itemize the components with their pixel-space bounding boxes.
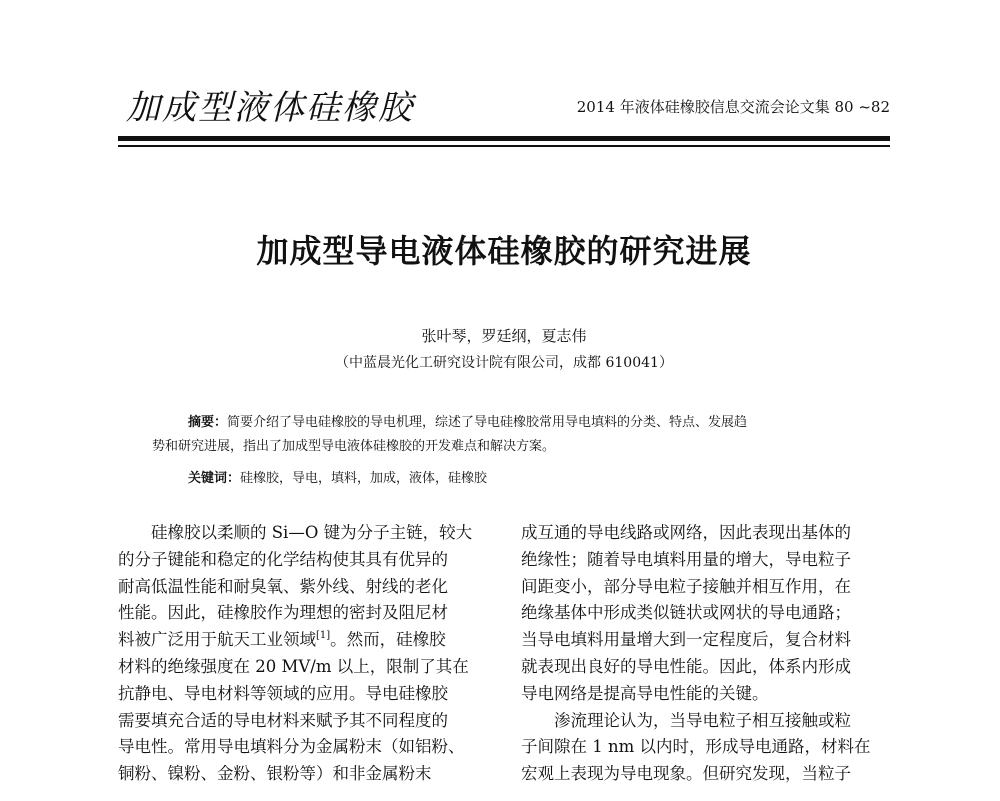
abstract-line: [152, 411, 864, 435]
body-line: [118, 627, 488, 654]
body-column-left: [118, 520, 488, 788]
body-line: 硅橡胶以柔顺的 Si—O 键为分子主链，较大: [151, 523, 473, 542]
paper-title: 加成型导电液体硅橡胶的研究进展: [256, 232, 752, 270]
body-line: 绝缘基体中形成类似链状或网状的导电通路；: [521, 603, 851, 623]
body-line: 抗静电、导电材料等领域的应用。导电硅橡胶: [118, 683, 448, 703]
body-line: 导电网络是提高导电性能的关键。: [521, 683, 769, 703]
body-line: 子间隙在 1 nm 以内时，形成导电通路，材料在: [521, 737, 871, 757]
body-line: 就表现出良好的导电性能。因此，体系内形成: [521, 656, 851, 676]
body-line: 成互通的导电线路或网络，因此表现出基体的: [521, 523, 851, 542]
body-text: 。然而，硅橡胶: [330, 630, 446, 650]
header-rule-thin: [118, 145, 890, 147]
body-line: 材料的绝缘强度在 20 MV/m 以上，限制了其在: [118, 656, 469, 676]
body-line: 渗流理论认为，当导电粒子相互接触或粒: [554, 710, 851, 730]
journal-name: 加成型液体硅橡胶: [126, 88, 414, 128]
reference-marker: [1]: [316, 630, 331, 642]
body-line: 绝缘性；随着导电填料用量的增大，导电粒子: [521, 549, 851, 569]
abstract: [152, 411, 864, 459]
body-line: 铜粉、镍粉、金粉、银粉等）和非金属粉末: [118, 764, 432, 784]
proceedings-info: 2014 年液体硅橡胶信息交流会论文集 80 ~82: [576, 98, 890, 116]
keywords: [188, 467, 487, 486]
body-line: 耐高低温性能和耐臭氧、紫外线、射线的老化: [118, 576, 448, 596]
body-line: 性能。因此，硅橡胶作为理想的密封及阻尼材: [118, 603, 448, 623]
abstract-text: 简要介绍了导电硅橡胶的导电机理，综述了导电硅橡胶常用导电填料的分类、特点、发展趋: [227, 415, 748, 430]
body-line: 间距变小，部分导电粒子接触并相互作用，在: [521, 576, 851, 596]
body-text: 料被广泛用于航天工业领域: [118, 630, 316, 650]
keywords-text: 硅橡胶，导电，填料，加成，液体，硅橡胶: [240, 471, 488, 486]
body-line: 当导电填料用量增大到一定程度后，复合材料: [521, 630, 851, 650]
header-rule-thick: [118, 136, 890, 141]
keywords-label: 关键词：: [188, 471, 241, 486]
body-column-right: [521, 520, 891, 788]
abstract-line: 势和研究进展，指出了加成型导电液体硅橡胶的开发难点和解决方案。: [152, 439, 556, 454]
paper-authors: 张叶琴，罗廷纲，夏志伟: [421, 327, 587, 345]
body-line: 需要填充合适的导电材料来赋予其不同程度的: [118, 710, 448, 730]
body-line: 的分子键能和稳定的化学结构使其具有优异的: [118, 549, 448, 569]
body-line: 导电性。常用导电填料分为金属粉末（如铝粉、: [118, 737, 465, 757]
body-line: 宏观上表现为导电现象。但研究发现，当粒子: [521, 764, 851, 784]
abstract-label: 摘要：: [188, 415, 228, 430]
paper-affiliation: （中蓝晨光化工研究设计院有限公司，成都 610041）: [335, 355, 673, 371]
